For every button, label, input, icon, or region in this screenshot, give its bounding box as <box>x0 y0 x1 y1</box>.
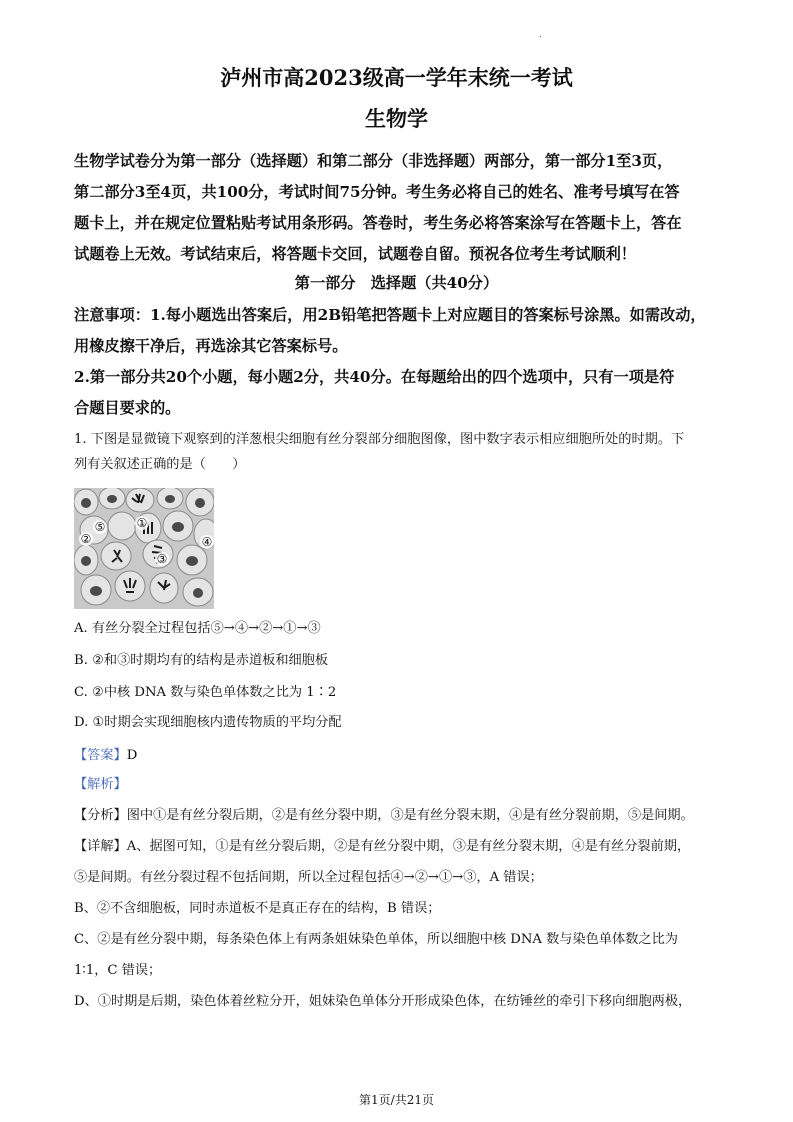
figure-label-2: ② <box>80 532 92 546</box>
explanation-line: 【分析】图中①是有丝分裂后期，②是有丝分裂中期，③是有丝分裂末期，④是有丝分裂前期，⑤是间期。 <box>74 808 694 823</box>
explanation-line: C、②是有丝分裂中期，每条染色体上有两条姐妹染色单体，所以细胞中核 DNA 数与染色单体数之比为 <box>74 932 678 947</box>
instruction-line: 题卡上，并在规定位置粘贴考试用条形码。答卷时，考生务必将答案涂写在答题卡上，答在 <box>74 214 682 232</box>
option-a: A. 有丝分裂全过程包括⑤→④→②→①→③ <box>74 621 321 636</box>
explanation-line: ⑤是间期。有丝分裂过程不包括间期，所以全过程包括④→②→①→③，A 错误； <box>74 870 543 885</box>
notice-block <box>74 300 724 424</box>
question-1-stem <box>74 427 724 477</box>
notice-line: 注意事项：1.每小题选出答案后，用2B铅笔把答题卡上对应题目的答案标号涂黑。如需改动， <box>74 306 706 324</box>
micrograph-image <box>74 488 214 609</box>
explanation-line: B、②不含细胞板，同时赤道板不是真正存在的结构，B 错误； <box>74 901 441 916</box>
subject-title: 生物学 <box>365 106 428 131</box>
instruction-line: 试题卷上无效。考试结束后，将答题卡交回，试题卷自留。预祝各位考生考试顺利！ <box>74 245 636 263</box>
section-heading: 第一部分 选择题（共40分） <box>294 274 499 292</box>
exam-instructions <box>74 146 724 270</box>
stem-line: 1. 下图是显微镜下观察到的洋葱根尖细胞有丝分裂部分细胞图像，图中数字表示相应细胞所处的时期。下 <box>74 432 685 447</box>
scan-mark: . <box>539 30 542 40</box>
explanation-line: D、①时期是后期，染色体着丝粒分开，姐妹染色单体分开形成染色体，在纺锤丝的牵引下移向细胞两极， <box>74 994 692 1009</box>
analysis-line <box>74 773 127 792</box>
answer-tag: 【答案】 <box>74 748 127 763</box>
page-footer: 第1页/共21页 <box>359 1093 434 1107</box>
option-d: D. ①时期会实现细胞核内遗传物质的平均分配 <box>74 715 342 730</box>
notice-line: 合题目要求的。 <box>74 399 181 417</box>
notice-line: 用橡皮擦干净后，再选涂其它答案标号。 <box>74 337 348 355</box>
micrograph-figure <box>74 488 214 609</box>
instruction-line: 第二部分3至4页，共100分，考试时间75分钟。考生务必将自己的姓名、准考号填写在答 <box>74 183 680 201</box>
figure-label-4: ④ <box>201 535 213 549</box>
figure-label-1: ① <box>136 516 148 530</box>
answer-line <box>74 744 137 763</box>
option-c: C. ②中核 DNA 数与染色单体数之比为 1∶2 <box>74 685 337 700</box>
analysis-tag: 【解析】 <box>74 777 127 792</box>
figure-label-3: ③ <box>156 552 168 566</box>
exam-title: 泸州市高2023级高一学年末统一考试 <box>220 65 573 90</box>
figure-label-5: ⑤ <box>94 520 106 534</box>
explanation-line: 1∶1，C 错误； <box>74 963 162 978</box>
explanation-line: 【详解】A、据图可知，①是有丝分裂后期，②是有丝分裂中期，③是有丝分裂末期，④是有丝分裂前期， <box>74 839 691 854</box>
notice-line: 2.第一部分共20个小题，每小题2分，共40分。在每题给出的四个选项中，只有一项是符 <box>74 368 675 386</box>
stem-line: 列有关叙述正确的是（ ） <box>74 457 246 472</box>
answer-value: D <box>126 748 138 763</box>
instruction-line: 生物学试卷分为第一部分（选择题）和第二部分（非选择题）两部分，第一部分1至3页， <box>74 152 673 170</box>
explanation-block <box>74 800 724 1017</box>
option-b: B. ②和③时期均有的结构是赤道板和细胞板 <box>74 653 329 668</box>
